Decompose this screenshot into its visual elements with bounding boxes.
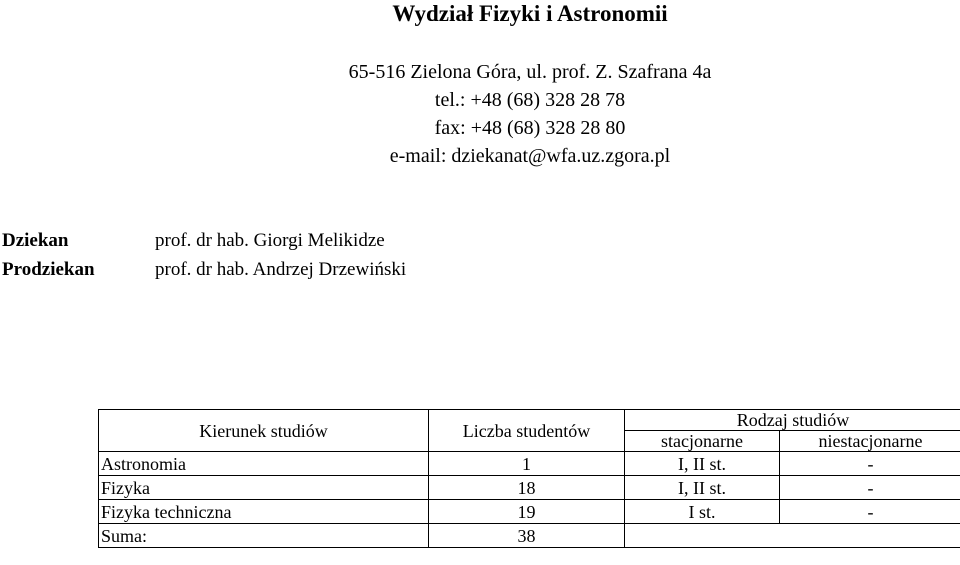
header-liczba: Liczba studentów: [429, 410, 625, 452]
fax-line: fax: +48 (68) 328 28 80: [434, 117, 626, 139]
phone-line: tel.: +48 (68) 328 28 78: [434, 89, 626, 111]
header-niestacjonarne: niestacjonarne: [780, 431, 960, 452]
sum-label: Suma:: [99, 524, 429, 548]
header-rodzaj: Rodzaj studiów: [625, 410, 960, 431]
row-liczba: 19: [429, 500, 625, 524]
row-niestacjonarne: -: [780, 476, 960, 500]
vice-dean-role: Prodziekan: [2, 259, 95, 280]
email-line: e-mail: dziekanat@wfa.uz.zgora.pl: [389, 145, 671, 167]
study-programs-table: [98, 409, 960, 548]
row-kierunek: Astronomia: [99, 452, 429, 476]
row-liczba: 18: [429, 476, 625, 500]
faculty-title: Wydział Fizyki i Astronomii: [392, 1, 668, 26]
row-liczba: 1: [429, 452, 625, 476]
row-stacjonarne: I st.: [625, 500, 780, 524]
sum-value: 38: [429, 524, 625, 548]
sum-row: [99, 524, 960, 548]
row-niestacjonarne: -: [780, 500, 960, 524]
row-kierunek: Fizyka techniczna: [99, 500, 429, 524]
sum-empty-cell: [625, 524, 960, 548]
row-stacjonarne: I, II st.: [625, 476, 780, 500]
table-row: [99, 476, 960, 500]
header-kierunek: Kierunek studiów: [99, 410, 429, 452]
table-row: [99, 500, 960, 524]
dean-name: prof. dr hab. Giorgi Melikidze: [155, 230, 385, 251]
header-stacjonarne: stacjonarne: [625, 431, 780, 452]
row-stacjonarne: I, II st.: [625, 452, 780, 476]
row-kierunek: Fizyka: [99, 476, 429, 500]
address-line: 65-516 Zielona Góra, ul. prof. Z. Szafrana 4a: [348, 61, 712, 83]
table-row: [99, 452, 960, 476]
row-niestacjonarne: -: [780, 452, 960, 476]
dean-role: Dziekan: [2, 230, 69, 251]
vice-dean-name: prof. dr hab. Andrzej Drzewiński: [155, 259, 407, 280]
